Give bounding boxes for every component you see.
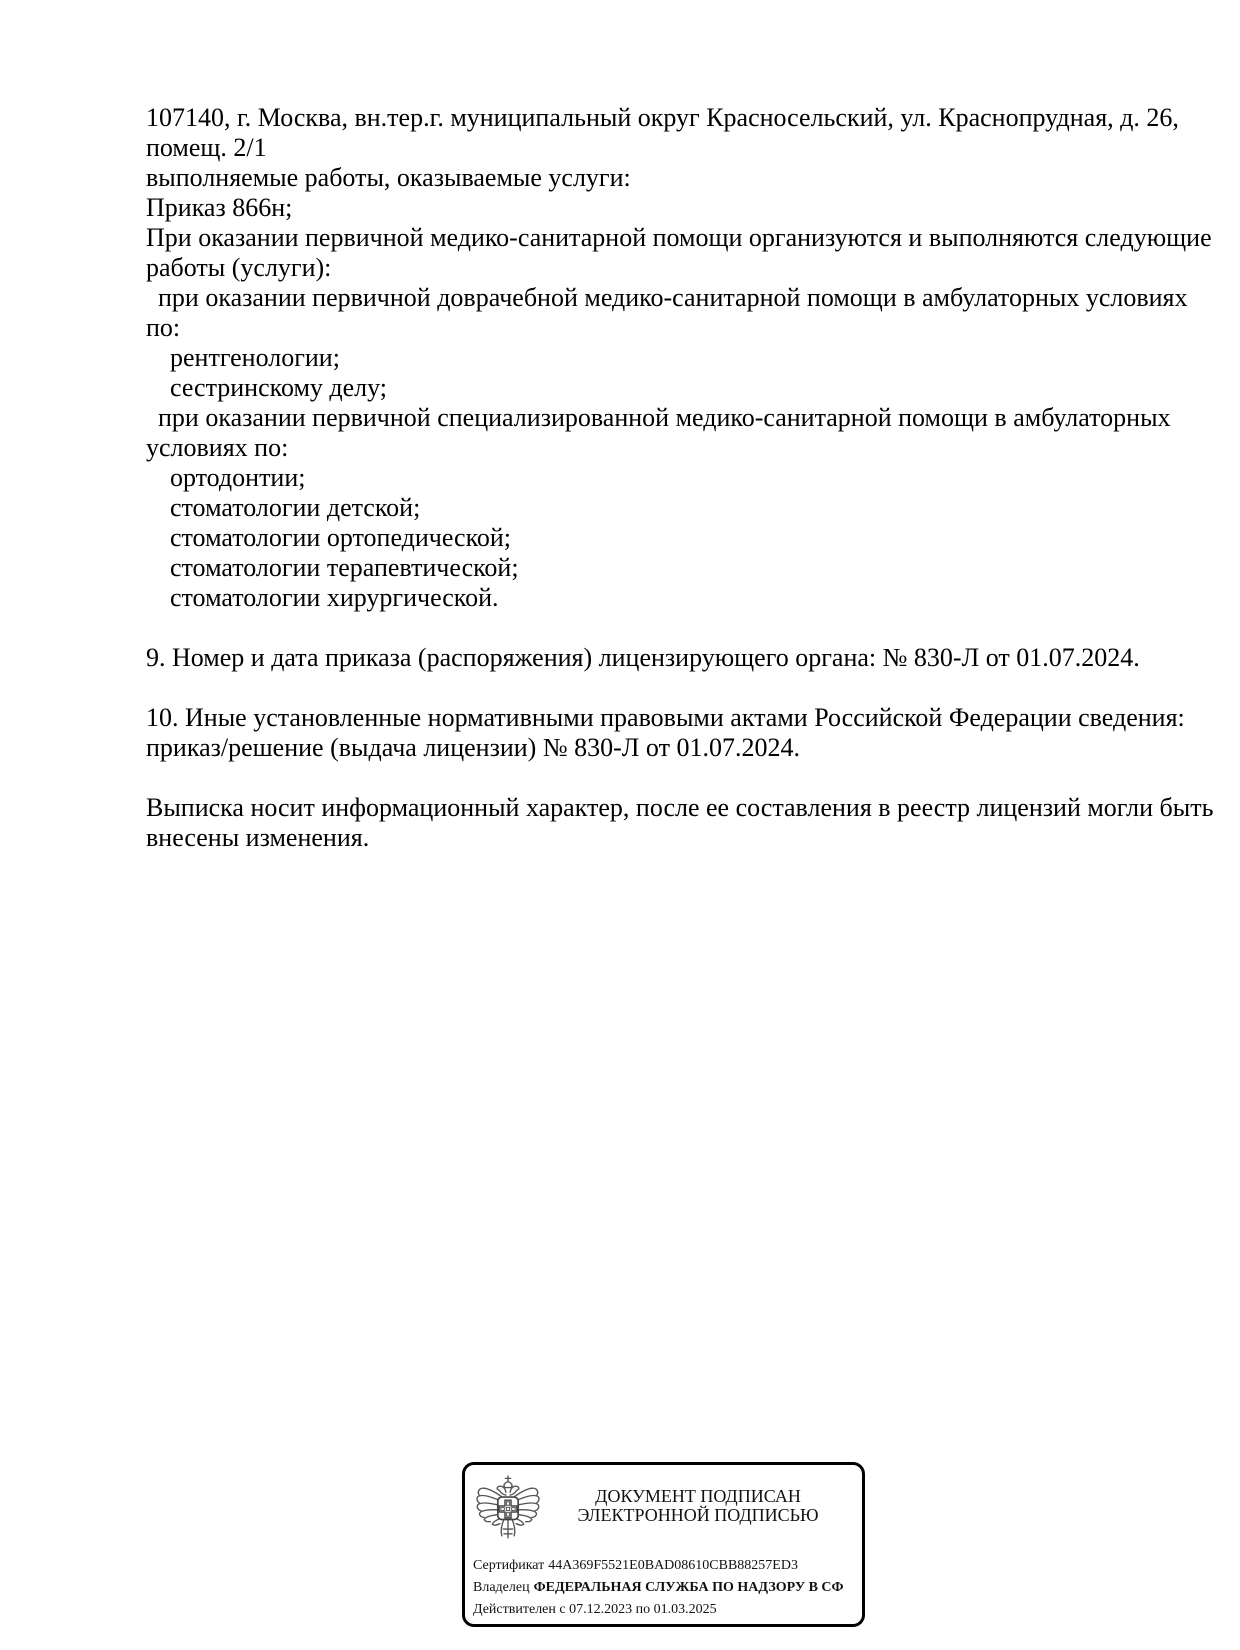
- text-line: 107140, г. Москва, вн.тер.г. муниципальный округ Красносельский, ул. Краснопрудная, д. 26,: [146, 103, 1179, 132]
- document-body: [146, 103, 1214, 853]
- text-line: условиях по:: [146, 433, 289, 462]
- stamp-header: [465, 1465, 862, 1546]
- text-line: стоматологии терапевтической;: [170, 553, 519, 582]
- text-line: стоматологии хирургической.: [170, 583, 499, 612]
- text-line: При оказании первичной медико-санитарной помощи организуются и выполняются следующие: [146, 223, 1212, 252]
- certificate-line: [473, 1555, 862, 1577]
- item-10-line: приказ/решение (выдача лицензии) № 830-Л от 01.07.2024.: [146, 733, 800, 762]
- text-line: ортодонтии;: [170, 463, 306, 492]
- stamp-title-line2: ЭЛЕКТРОННОЙ ПОДПИСЬЮ: [577, 1505, 819, 1525]
- text-line: работы (услуги):: [146, 253, 332, 282]
- item-10-line: 10. Иные установленные нормативными правовыми актами Российской Федерации сведения:: [146, 703, 1185, 732]
- certificate-number: 44A369F5521E0BAD08610CBB88257ED3: [548, 1558, 798, 1573]
- text-line: при оказании первичной доврачебной медико-санитарной помощи в амбулаторных условиях: [158, 283, 1188, 312]
- stamp-title: [542, 1487, 854, 1525]
- stamp-details: [465, 1546, 862, 1621]
- stamp-title-line1: ДОКУМЕНТ ПОДПИСАН: [595, 1486, 801, 1506]
- text-line: помещ. 2/1: [146, 133, 267, 162]
- owner-name: ФЕДЕРАЛЬНАЯ СЛУЖБА ПО НАДЗОРУ В СФ: [533, 1580, 844, 1595]
- item-9-line: 9. Номер и дата приказа (распоряжения) лицензирующего органа: № 830-Л от 01.07.2024.: [146, 643, 1140, 672]
- text-line: стоматологии ортопедической;: [170, 523, 512, 552]
- text-line: рентгенологии;: [170, 343, 340, 372]
- validity-line: Действителен с 07.12.2023 по 01.03.2025: [473, 1602, 717, 1617]
- text-line: сестринскому делу;: [170, 373, 388, 402]
- note-line: Выписка носит информационный характер, после ее составления в реестр лицензий могли быть: [146, 793, 1214, 822]
- electronic-signature-stamp: [462, 1462, 865, 1627]
- owner-label: Владелец: [473, 1580, 530, 1595]
- text-line: по:: [146, 313, 181, 342]
- text-line: выполняемые работы, оказываемые услуги:: [146, 163, 631, 192]
- text-line: Приказ 866н;: [146, 193, 293, 222]
- note-line: внесены изменения.: [146, 823, 370, 852]
- certificate-label: Сертификат: [473, 1558, 545, 1573]
- text-line: при оказании первичной специализированной медико-санитарной помощи в амбулаторных: [158, 403, 1171, 432]
- roszdravnadzor-eagle-icon: [474, 1474, 542, 1546]
- text-line: стоматологии детской;: [170, 493, 421, 522]
- owner-line: [473, 1577, 862, 1599]
